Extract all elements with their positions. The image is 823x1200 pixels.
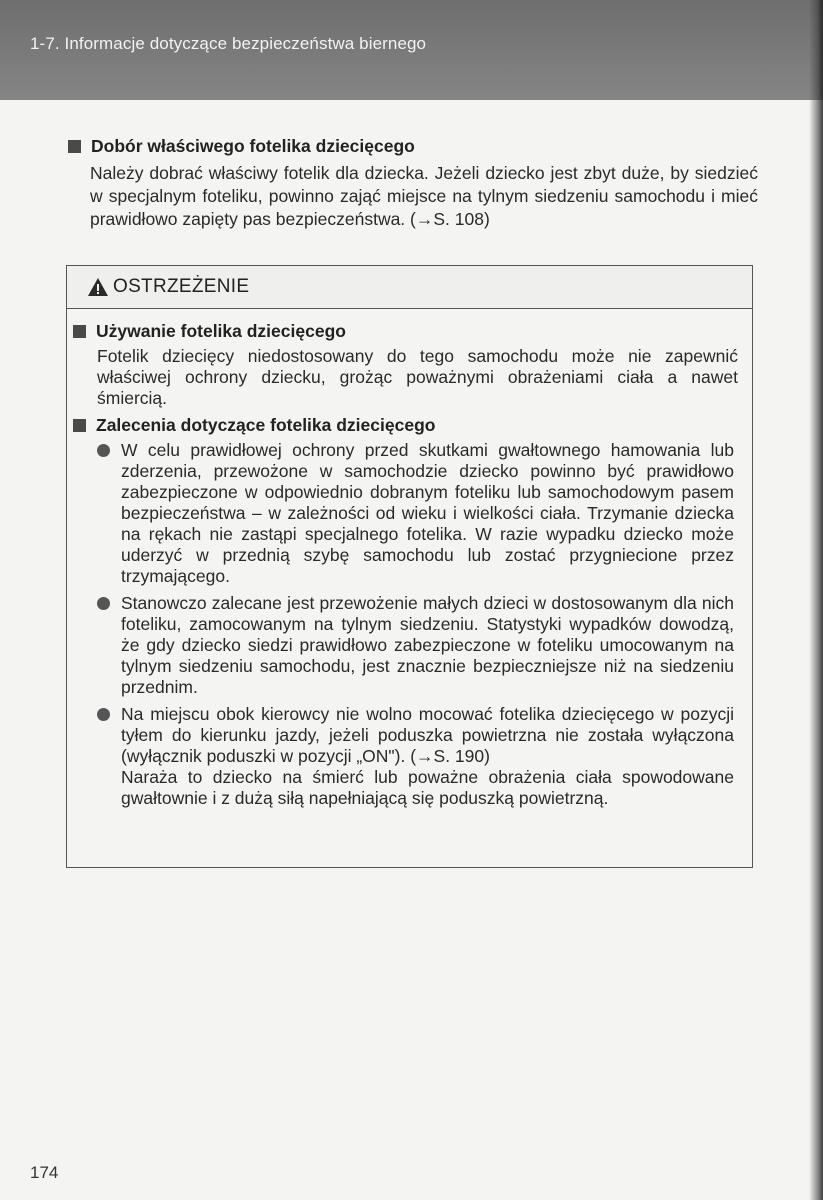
intro-section xyxy=(68,136,758,231)
square-bullet-icon xyxy=(73,419,86,432)
intro-heading-text: Dobór właściwego fotelika dziecięcego xyxy=(91,136,415,156)
list-item xyxy=(73,440,738,587)
page-header xyxy=(0,0,823,100)
square-bullet-icon xyxy=(68,140,81,153)
warning-subheading-1 xyxy=(73,321,738,342)
round-bullet-icon xyxy=(97,444,110,457)
page-edge-shadow xyxy=(809,0,823,1200)
warning-body xyxy=(67,309,752,809)
list-item-text: Stanowczo zalecane jest przewożenie małych dzieci w dostosowanym dla nich foteliku, zamocowanym na tylnym siedzeniu. Statystyki wypadków dowodzą, że gdy dziecko siedzi prawidłowo zabezpieczone w foteliku umocowanym na tylnym siedzeniu samochodu, jest znacznie bezpieczniejsze niż na siedzeniu przednim. xyxy=(121,593,734,697)
intro-paragraph: Należy dobrać właściwy fotelik dla dziecka. Jeżeli dziecko jest zbyt duże, by siedzieć w specjalnym foteliku, powinno zająć miejsce na tylnym siedzeniu samochodu i mieć prawidłowo zapięty pas bezpieczeństwa. (→S. 108) xyxy=(90,163,758,229)
intro-heading xyxy=(68,136,758,157)
page-number: 174 xyxy=(30,1163,59,1182)
warning-paragraph-1: Fotelik dziecięcy niedostosowany do tego samochodu może nie zapewnić właściwej ochrony dziecku, grożąc poważnymi obrażeniami ciała a nawet śmiercią. xyxy=(97,346,738,408)
list-item xyxy=(73,593,738,698)
warning-header xyxy=(67,266,752,309)
warning-triangle-icon xyxy=(87,277,109,297)
round-bullet-icon xyxy=(97,708,110,721)
recommendation-list xyxy=(73,440,738,809)
warning-label: OSTRZEŻENIE xyxy=(113,276,250,297)
round-bullet-icon xyxy=(97,597,110,610)
chapter-title: 1-7. Informacje dotyczące bezpieczeństwa biernego xyxy=(30,34,427,53)
square-bullet-icon xyxy=(73,325,86,338)
list-item-text: Na miejscu obok kierowcy nie wolno mocować fotelika dziecięcego w pozycji tyłem do kierunku jazdy, jeżeli poduszka powietrzna nie została wyłączona (wyłącznik poduszki w pozycji „ON"). (→S. 190) xyxy=(121,704,734,766)
warning-subheading-2 xyxy=(73,415,738,436)
warning-box xyxy=(66,265,753,868)
warning-subheading-2-text: Zalecenia dotyczące fotelika dziecięcego xyxy=(96,415,436,435)
list-item xyxy=(73,704,738,809)
list-item-text: W celu prawidłowej ochrony przed skutkami gwałtownego hamowania lub zderzenia, przewożone w samochodzie dziecko powinno być prawidłowo zabezpieczone w odpowiednio dobranym foteliku lub samochodowym pasem bezpieczeństwa – w zależności od wieku i wielkości ciała. Trzymanie dziecka na rękach nie zastąpi specjalnego fotelika. W razie wypadku dziecko może uderzyć w przednią szybę samochodu lub zostać przygniecione przez trzymającego. xyxy=(121,440,734,586)
list-item-text-continued: Naraża to dziecko na śmierć lub poważne obrażenia ciała spowodowane gwałtownie i z dużą siłą napełniającą się poduszką powietrzną. xyxy=(121,767,734,808)
warning-subheading-1-text: Używanie fotelika dziecięcego xyxy=(96,321,346,341)
